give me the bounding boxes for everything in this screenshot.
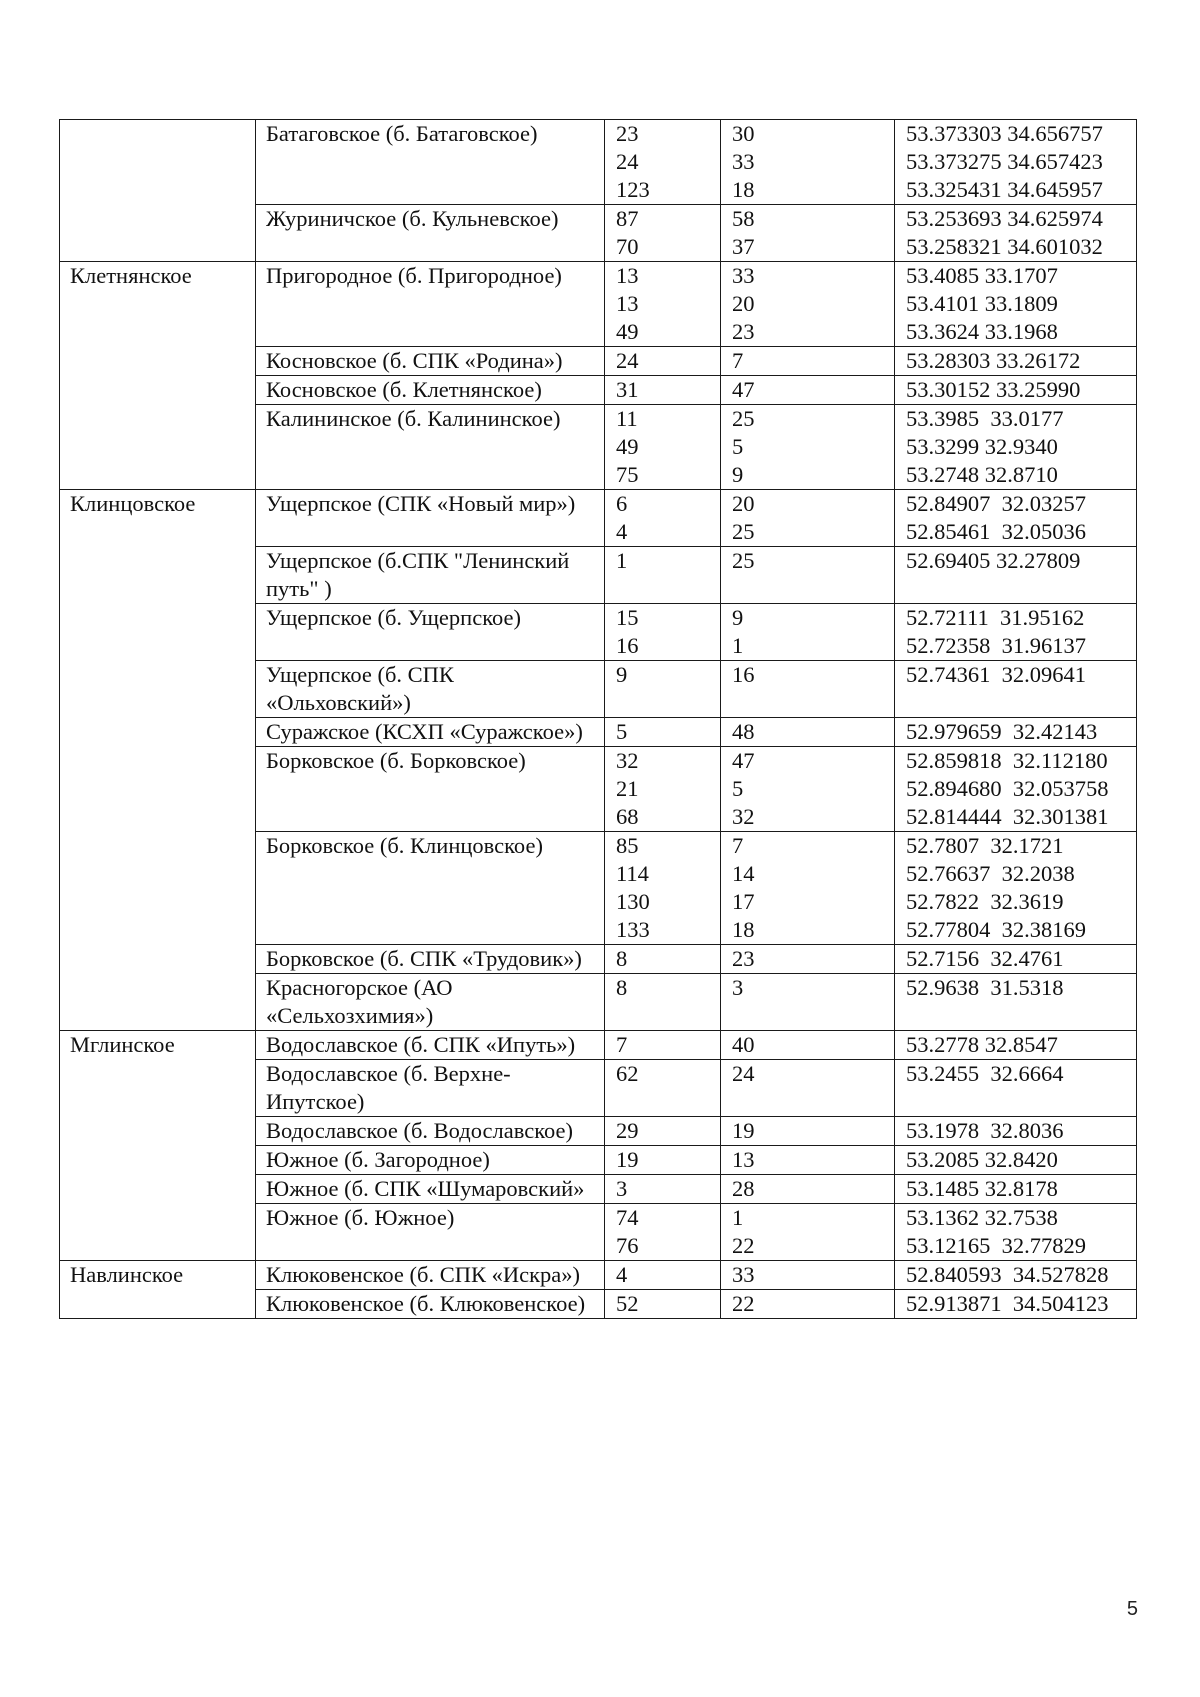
value-b: 40	[732, 1032, 755, 1057]
coordinate: 52.859818 32.112180	[906, 748, 1108, 773]
coordinate-cell	[895, 1060, 1137, 1117]
settlement-cell	[256, 747, 605, 832]
value-a-cell	[605, 1146, 721, 1175]
value-b: 7	[732, 833, 744, 858]
value-b-cell	[721, 205, 895, 262]
value-a-cell	[605, 347, 721, 376]
coordinate: 53.325431 34.645957	[906, 177, 1103, 202]
settlement-cell	[256, 347, 605, 376]
coordinate: 52.72358 31.96137	[906, 633, 1086, 658]
value-a: 13	[616, 291, 639, 316]
value-b: 23	[732, 319, 755, 344]
value-a: 11	[616, 406, 638, 431]
coordinate: 53.373303 34.656757	[906, 121, 1103, 146]
value-b-cell	[721, 347, 895, 376]
coordinate: 52.76637 32.2038	[906, 861, 1075, 886]
table-body	[60, 120, 1137, 1319]
settlement-name: Косновское (б. СПК «Родина»)	[266, 348, 563, 373]
value-a-cell	[605, 205, 721, 262]
value-b-cell	[721, 974, 895, 1031]
coordinate-cell	[895, 490, 1137, 547]
settlement-name: Калининское (б. Калининское)	[266, 406, 561, 431]
settlement-cell	[256, 262, 605, 347]
settlement-name: Суражское (КСХП «Суражское»)	[266, 719, 583, 744]
coordinate: 52.9638 31.5318	[906, 975, 1064, 1000]
settlement-name: Южное (б. СПК «Шумаровский»	[266, 1176, 585, 1201]
coordinate: 52.913871 34.504123	[906, 1291, 1109, 1316]
settlement-name: Борковское (б. СПК «Трудовик»)	[266, 946, 582, 971]
settlement-cell	[256, 405, 605, 490]
value-b: 9	[732, 462, 744, 487]
coordinate: 53.1978 32.8036	[906, 1118, 1064, 1143]
value-a: 52	[616, 1291, 639, 1316]
value-b: 18	[732, 917, 755, 942]
table-row	[60, 262, 1137, 347]
value-a: 23	[616, 121, 639, 146]
settlement-cell	[256, 661, 605, 718]
coordinate: 52.7156 32.4761	[906, 946, 1064, 971]
value-a: 13	[616, 263, 639, 288]
value-b: 22	[732, 1233, 755, 1258]
value-b-cell	[721, 547, 895, 604]
coordinate-cell	[895, 547, 1137, 604]
district-cell	[60, 1031, 256, 1261]
value-a: 16	[616, 633, 639, 658]
value-b: 33	[732, 1262, 755, 1287]
settlement-name: Ущерпское (б.СПК "Ленинский путь" )	[266, 548, 570, 601]
value-b: 18	[732, 177, 755, 202]
value-b: 5	[732, 776, 744, 801]
value-a: 87	[616, 206, 639, 231]
district-cell	[60, 262, 256, 490]
value-a: 29	[616, 1118, 639, 1143]
value-b: 25	[732, 548, 755, 573]
value-a: 8	[616, 946, 628, 971]
value-a: 133	[616, 917, 650, 942]
district-cell	[60, 1261, 256, 1319]
value-b-cell	[721, 120, 895, 205]
settlement-name: Водославское (б. Водославское)	[266, 1118, 574, 1143]
value-a: 70	[616, 234, 639, 259]
value-b: 32	[732, 804, 755, 829]
value-b-cell	[721, 1031, 895, 1060]
settlement-cell	[256, 205, 605, 262]
value-b: 16	[732, 662, 755, 687]
table-row	[60, 1261, 1137, 1290]
coordinate: 53.258321 34.601032	[906, 234, 1103, 259]
settlement-cell	[256, 1031, 605, 1060]
value-a-cell	[605, 604, 721, 661]
value-b: 1	[732, 633, 744, 658]
settlement-name: Ущерпское (СПК «Новый мир»)	[266, 491, 576, 516]
value-a: 5	[616, 719, 628, 744]
value-a: 6	[616, 491, 628, 516]
value-a: 31	[616, 377, 639, 402]
value-a-cell	[605, 1117, 721, 1146]
settlement-name: Ущерпское (б. Ущерпское)	[266, 605, 521, 630]
coordinate-cell	[895, 1204, 1137, 1261]
coordinate: 53.2455 32.6664	[906, 1061, 1064, 1086]
value-a-cell	[605, 1175, 721, 1204]
value-a-cell	[605, 120, 721, 205]
coordinate: 53.253693 34.625974	[906, 206, 1103, 231]
value-b: 47	[732, 377, 755, 402]
value-b: 25	[732, 519, 755, 544]
value-a: 74	[616, 1205, 639, 1230]
value-a: 24	[616, 149, 639, 174]
settlement-name: Борковское (б. Борковское)	[266, 748, 526, 773]
coordinate-cell	[895, 1146, 1137, 1175]
coordinate: 52.85461 32.05036	[906, 519, 1086, 544]
coordinate-cell	[895, 262, 1137, 347]
settlement-cell	[256, 1146, 605, 1175]
value-a-cell	[605, 405, 721, 490]
coordinate-cell	[895, 974, 1137, 1031]
value-a-cell	[605, 547, 721, 604]
settlement-cell	[256, 945, 605, 974]
coordinate: 53.1485 32.8178	[906, 1176, 1058, 1201]
table-row	[60, 120, 1137, 205]
coordinate: 53.1362 32.7538	[906, 1205, 1058, 1230]
coordinate-cell	[895, 347, 1137, 376]
value-b: 24	[732, 1061, 755, 1086]
value-a-cell	[605, 1290, 721, 1319]
settlement-cell	[256, 1290, 605, 1319]
value-a: 62	[616, 1061, 639, 1086]
settlement-name: Клюковенское (б. СПК «Искра»)	[266, 1262, 580, 1287]
coordinate: 53.2748 32.8710	[906, 462, 1058, 487]
value-b: 7	[732, 348, 744, 373]
coordinate: 53.3299 32.9340	[906, 434, 1058, 459]
value-b: 37	[732, 234, 755, 259]
coordinate-cell	[895, 1261, 1137, 1290]
value-a-cell	[605, 1204, 721, 1261]
settlement-cell	[256, 1204, 605, 1261]
value-b: 13	[732, 1147, 755, 1172]
coordinate: 52.979659 32.42143	[906, 719, 1098, 744]
value-a: 49	[616, 434, 639, 459]
value-a-cell	[605, 945, 721, 974]
value-a: 15	[616, 605, 639, 630]
settlement-name: Клюковенское (б. Клюковенское)	[266, 1291, 586, 1316]
value-b-cell	[721, 832, 895, 945]
value-a: 76	[616, 1233, 639, 1258]
value-a: 24	[616, 348, 639, 373]
coordinate: 52.69405 32.27809	[906, 548, 1081, 573]
value-b-cell	[721, 661, 895, 718]
settlement-name: Водославское (б. СПК «Ипуть»)	[266, 1032, 576, 1057]
settlement-cell	[256, 1175, 605, 1204]
value-b: 5	[732, 434, 744, 459]
value-b-cell	[721, 718, 895, 747]
value-a: 1	[616, 548, 628, 573]
settlement-name: Журиничское (б. Кульневское)	[266, 206, 559, 231]
value-a: 32	[616, 748, 639, 773]
value-b-cell	[721, 405, 895, 490]
value-b: 14	[732, 861, 755, 886]
coordinate: 53.2778 32.8547	[906, 1032, 1058, 1057]
value-a-cell	[605, 661, 721, 718]
value-b: 48	[732, 719, 755, 744]
district-name: Мглинское	[70, 1032, 175, 1057]
coordinate-cell	[895, 747, 1137, 832]
value-b: 20	[732, 491, 755, 516]
coordinate-cell	[895, 1117, 1137, 1146]
settlement-cell	[256, 376, 605, 405]
settlement-name: Ущерпское (б. СПК «Ольховский»)	[266, 662, 454, 715]
value-a: 49	[616, 319, 639, 344]
value-b: 9	[732, 605, 744, 630]
value-a: 3	[616, 1176, 628, 1201]
coordinate: 52.84907 32.03257	[906, 491, 1086, 516]
district-cell	[60, 120, 256, 262]
value-a: 123	[616, 177, 650, 202]
value-b: 20	[732, 291, 755, 316]
value-a: 9	[616, 662, 628, 687]
value-a: 4	[616, 1262, 628, 1287]
coordinate-cell	[895, 205, 1137, 262]
coordinate: 53.4085 33.1707	[906, 263, 1058, 288]
value-a-cell	[605, 490, 721, 547]
coordinate-cell	[895, 1175, 1137, 1204]
district-name: Навлинское	[70, 1262, 184, 1287]
value-b-cell	[721, 262, 895, 347]
district-cell	[60, 490, 256, 1031]
coordinate-cell	[895, 376, 1137, 405]
value-b: 28	[732, 1176, 755, 1201]
coordinate: 52.840593 34.527828	[906, 1262, 1109, 1287]
value-b: 33	[732, 263, 755, 288]
value-a: 130	[616, 889, 650, 914]
value-b: 47	[732, 748, 755, 773]
value-b: 30	[732, 121, 755, 146]
settlement-cell	[256, 974, 605, 1031]
value-b-cell	[721, 490, 895, 547]
value-b: 1	[732, 1205, 744, 1230]
value-b-cell	[721, 1175, 895, 1204]
coordinate: 52.814444 32.301381	[906, 804, 1109, 829]
value-a: 21	[616, 776, 639, 801]
coordinate: 53.28303 33.26172	[906, 348, 1081, 373]
coordinate: 52.894680 32.053758	[906, 776, 1109, 801]
value-a-cell	[605, 1031, 721, 1060]
value-a-cell	[605, 747, 721, 832]
settlement-cell	[256, 1117, 605, 1146]
value-b-cell	[721, 1290, 895, 1319]
coordinate-cell	[895, 832, 1137, 945]
settlement-name: Косновское (б. Клетнянское)	[266, 377, 542, 402]
coordinate: 52.74361 32.09641	[906, 662, 1086, 687]
coordinate: 53.3624 33.1968	[906, 319, 1058, 344]
settlement-cell	[256, 718, 605, 747]
coordinate-cell	[895, 661, 1137, 718]
value-b: 17	[732, 889, 755, 914]
value-a: 7	[616, 1032, 628, 1057]
value-a: 8	[616, 975, 628, 1000]
table-row	[60, 490, 1137, 547]
coordinate-cell	[895, 1031, 1137, 1060]
settlement-name: Батаговское (б. Батаговское)	[266, 121, 538, 146]
coordinate: 53.30152 33.25990	[906, 377, 1081, 402]
value-b-cell	[721, 945, 895, 974]
table-row	[60, 1031, 1137, 1060]
value-a: 85	[616, 833, 639, 858]
value-b-cell	[721, 1117, 895, 1146]
coordinate-cell	[895, 405, 1137, 490]
settlement-cell	[256, 604, 605, 661]
value-b-cell	[721, 604, 895, 661]
value-b: 33	[732, 149, 755, 174]
settlement-cell	[256, 547, 605, 604]
settlement-name: Водославское (б. Верхне-Ипутское)	[266, 1061, 511, 1114]
value-b-cell	[721, 747, 895, 832]
coordinate: 53.12165 32.77829	[906, 1233, 1086, 1258]
settlement-cell	[256, 1060, 605, 1117]
value-b-cell	[721, 1204, 895, 1261]
settlement-name: Пригородное (б. Пригородное)	[266, 263, 562, 288]
settlement-cell	[256, 832, 605, 945]
coordinate-cell	[895, 120, 1137, 205]
settlement-name: Красногорское (АО «Сельхозхимия»)	[266, 975, 453, 1028]
coordinate: 52.7807 32.1721	[906, 833, 1064, 858]
value-b: 3	[732, 975, 744, 1000]
value-b: 22	[732, 1291, 755, 1316]
settlement-cell	[256, 120, 605, 205]
value-a-cell	[605, 1261, 721, 1290]
coordinate: 53.3985 33.0177	[906, 406, 1064, 431]
coordinate-cell	[895, 604, 1137, 661]
district-name: Клинцовское	[70, 491, 196, 516]
coordinate: 52.7822 32.3619	[906, 889, 1064, 914]
district-name: Клетнянское	[70, 263, 192, 288]
coordinate-cell	[895, 945, 1137, 974]
value-b: 58	[732, 206, 755, 231]
coordinate-cell	[895, 718, 1137, 747]
value-b: 25	[732, 406, 755, 431]
value-b: 19	[732, 1118, 755, 1143]
value-a-cell	[605, 1060, 721, 1117]
coordinates-table	[59, 119, 1137, 1319]
coordinate: 52.72111 31.95162	[906, 605, 1085, 630]
value-b-cell	[721, 376, 895, 405]
coordinate: 52.77804 32.38169	[906, 917, 1086, 942]
settlement-cell	[256, 490, 605, 547]
value-a: 4	[616, 519, 628, 544]
value-b-cell	[721, 1060, 895, 1117]
value-a-cell	[605, 376, 721, 405]
value-b-cell	[721, 1261, 895, 1290]
value-a-cell	[605, 832, 721, 945]
settlement-name: Борковское (б. Клинцовское)	[266, 833, 543, 858]
value-a-cell	[605, 974, 721, 1031]
value-a: 75	[616, 462, 639, 487]
coordinate: 53.2085 32.8420	[906, 1147, 1058, 1172]
value-a-cell	[605, 718, 721, 747]
coordinate: 53.4101 33.1809	[906, 291, 1058, 316]
coordinate: 53.373275 34.657423	[906, 149, 1103, 174]
value-b: 23	[732, 946, 755, 971]
value-a-cell	[605, 262, 721, 347]
settlement-cell	[256, 1261, 605, 1290]
settlement-name: Южное (б. Южное)	[266, 1205, 455, 1230]
settlement-name: Южное (б. Загородное)	[266, 1147, 490, 1172]
value-b-cell	[721, 1146, 895, 1175]
value-a: 68	[616, 804, 639, 829]
coordinate-cell	[895, 1290, 1137, 1319]
value-a: 114	[616, 861, 649, 886]
page-number: 5	[1126, 1598, 1138, 1620]
value-a: 19	[616, 1147, 639, 1172]
